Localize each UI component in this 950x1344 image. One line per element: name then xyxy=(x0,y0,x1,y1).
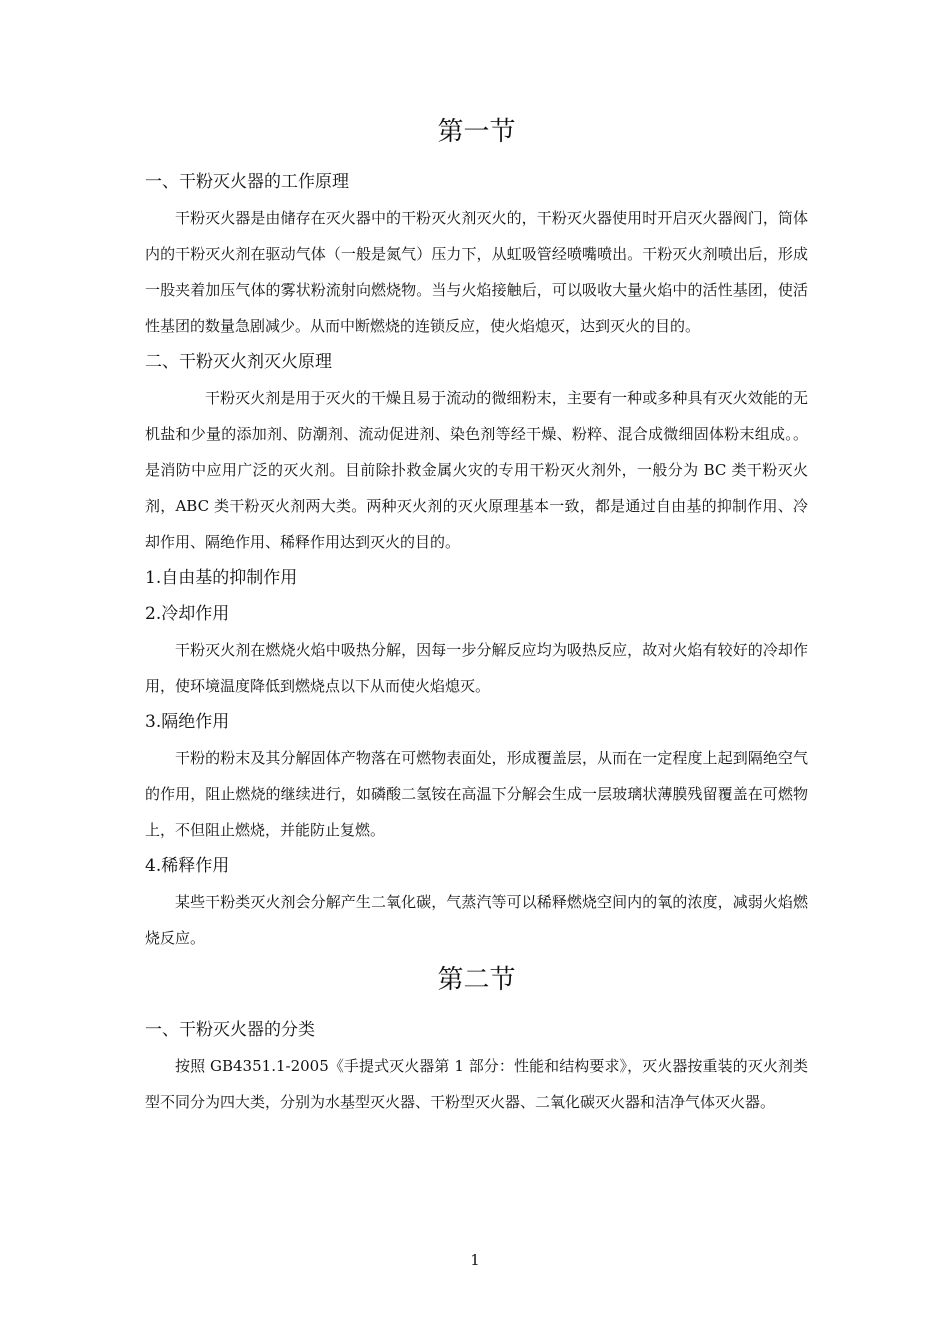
paragraph-dilution: 某些干粉类灭火剂会分解产生二氧化碳，气蒸汽等可以稀释燃烧空间内的氧的浓度，减弱火焰燃烧反应。 xyxy=(145,893,808,947)
item-isolation: 3.隔绝作用 xyxy=(145,712,230,732)
spacer xyxy=(145,152,808,164)
section-1-title: 第一节 xyxy=(437,117,516,147)
heading-classification: 一、干粉灭火器的分类 xyxy=(145,1020,315,1040)
paragraph-working-principle: 干粉灭火器是由储存在灭火器中的干粉灭火剂灭火的，干粉灭火器使用时开启灭火器阀门，筒体内的干粉灭火剂在驱动气体（一般是氮气）压力下，从虹吸管经喷嘴喷出。干粉灭火剂喷出后，形成一股夹着加压气体的雾状粉流射向燃烧物。当与火焰接触后，可以吸收大量火焰中的活性基团，使活性基团的数量急剧减少。从而中断燃烧的连锁反应，使火焰熄灭，达到灭火的目的。 xyxy=(145,209,808,335)
page-content xyxy=(145,112,808,1120)
item-dilution: 4.稀释作用 xyxy=(145,856,230,876)
section-2-title: 第二节 xyxy=(437,965,516,995)
paragraph-cooling: 干粉灭火剂在燃烧火焰中吸热分解，因每一步分解反应均为吸热反应，故对火焰有较好的冷却作用，使环境温度降低到燃烧点以下从而使火焰熄灭。 xyxy=(145,641,808,695)
page-number: 1 xyxy=(470,1251,480,1269)
spacer xyxy=(145,1000,808,1012)
heading-working-principle: 一、干粉灭火器的工作原理 xyxy=(145,172,349,192)
heading-agent-principle: 二、干粉灭火剂灭火原理 xyxy=(145,352,332,372)
paragraph-agent-principle: 干粉灭火剂是用于灭火的干燥且易于流动的微细粉末，主要有一种或多种具有灭火效能的无机盐和少量的添加剂、防潮剂、流动促进剂、染色剂等经干燥、粉粹、混合成微细固体粉末组成。。是消防中应用广泛的灭火剂。目前除扑救金属火灾的专用干粉灭火剂外，一般分为 BC 类干粉灭火剂，ABC 类干粉灭火剂两大类。两种灭火剂的灭火原理基本一致，都是通过自由基的抑制作用、冷却作用、隔绝作用、稀释作用达到灭火的目的。 xyxy=(145,389,808,551)
paragraph-classification: 按照 GB4351.1-2005《手提式灭火器第 1 部分：性能和结构要求》，灭火器按重装的灭火剂类型不同分为四大类，分别为水基型灭火器、干粉型灭火器、二氧化碳灭火器和洁净气体灭火器。 xyxy=(145,1057,808,1111)
item-cooling: 2.冷却作用 xyxy=(145,604,230,624)
paragraph-isolation: 干粉的粉末及其分解固体产物落在可燃物表面处，形成覆盖层，从而在一定程度上起到隔绝空气的作用，阻止燃烧的继续进行，如磷酸二氢铵在高温下分解会生成一层玻璃状薄膜残留覆盖在可燃物上，不但阻止燃烧，并能防止复燃。 xyxy=(145,749,808,839)
item-free-radical-inhibition: 1.自由基的抑制作用 xyxy=(145,568,298,588)
